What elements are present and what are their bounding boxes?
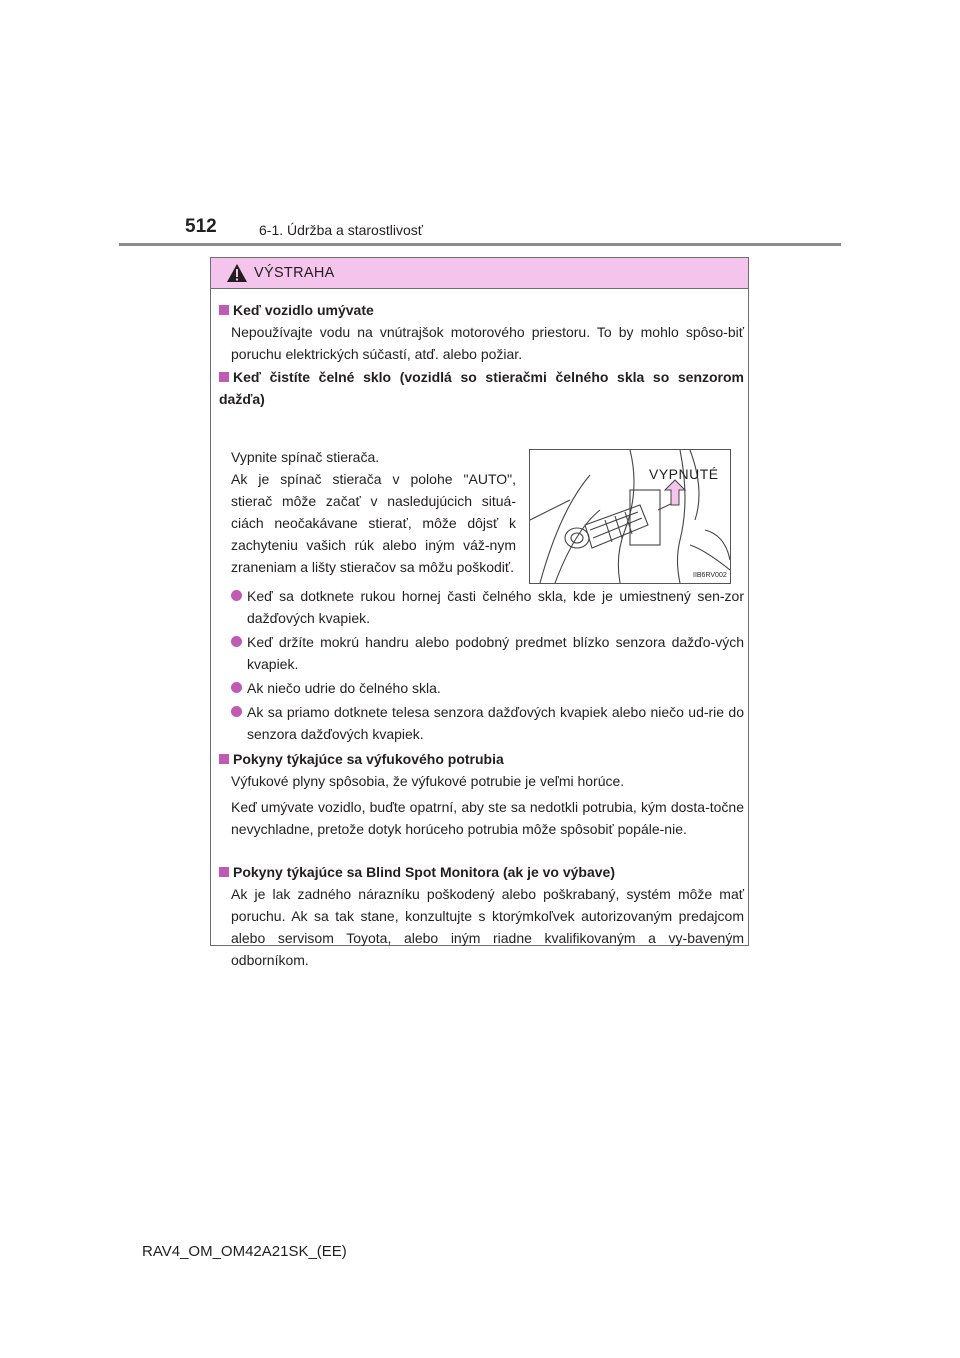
round-bullet-icon [231,636,242,647]
round-bullet-icon [231,706,242,717]
section-body-bsm: Ak je lak zadného nárazníku poškodený alebo poškrabaný, systém môže mať poruchu. Ak sa tak stane, konzultujte s ktorýmkoľvek autorizovaným predajcom alebo servisom Toyota, alebo iným riadne kvalifikovaným a vy-baveným odborníkom. [231,886,744,968]
warning-header [211,258,748,289]
square-bullet-icon [219,754,229,764]
warning-box [210,257,749,968]
section-windshield [219,366,744,410]
bullet-item: Ak sa priamo dotknete telesa senzora dažďových kvapiek alebo niečo ud-rie do senzora dažďových kvapiek. [219,701,744,745]
square-bullet-icon [219,867,229,877]
section-body-exhaust: Výfukové plyny spôsobia, že výfukové potrubie je veľmi horúce. [231,773,625,789]
bullet-item: Keď sa dotknete rukou hornej časti čelného skla, kde je umiestnený sen-zor dažďových kvapiek. [219,585,744,629]
figure-code: IIB6RV002 [693,572,727,579]
square-bullet-icon [219,305,229,315]
round-bullet-icon [231,590,242,601]
warning-title: VÝSTRAHA [254,265,335,281]
section-title-bsm: Pokyny týkajúce sa Blind Spot Monitora (ak je vo výbave) [233,864,616,880]
section-title-windshield: Keď čistíte čelné sklo (vozidlá so stieračmi čelného skla so senzorom dažďa) [219,369,744,407]
bullet-item: Keď držíte mokrú handru alebo podobný predmet blízko senzora dažďo-vých kvapiek. [219,631,744,675]
section-title-exhaust: Pokyny týkajúce sa výfukového potrubia [233,751,504,767]
page-number: 512 [185,216,217,237]
section-washing [219,299,744,365]
section-title-washing: Keď vozidlo umývate [233,302,374,318]
warning-triangle-icon [227,264,247,282]
section-body-exhaust-2: Keď umývate vozidlo, buďte opatrní, aby ste sa nedotkli potrubia, kým dosta-točne nevychladne, pretože dotyk horúceho potrubia môže spôsobiť popále-nie. [231,799,744,837]
bullet-item: Ak niečo udrie do čelného skla. [219,677,744,699]
footer-doc-code: RAV4_OM_OM42A21SK_(EE) [142,1243,347,1260]
square-bullet-icon [219,372,229,382]
section-title: 6-1. Údržba a starostlivosť [259,222,423,238]
header-rule [119,243,841,246]
section-body-windshield: Vypnite spínač stierača. Ak je spínač stierača v polohe "AUTO", stierač môže začať v nasledujúcich situá-ciách neočakávane stierať, môže dôjsť k zachyteniu vašich rúk alebo iným váž-nym zraneniam a lišty stieračov sa môžu poškodiť. [231,449,516,575]
figure-label-off: VYPNUTÉ [649,466,719,482]
section-bsm [219,861,744,971]
section-body-washing: Nepoužívajte vodu na vnútrajšok motorového priestoru. To by mohlo spôso-biť poruchu elektrických súčastí, atď. alebo požiar. [231,324,744,362]
section-exhaust [219,748,744,840]
round-bullet-icon [231,682,242,693]
